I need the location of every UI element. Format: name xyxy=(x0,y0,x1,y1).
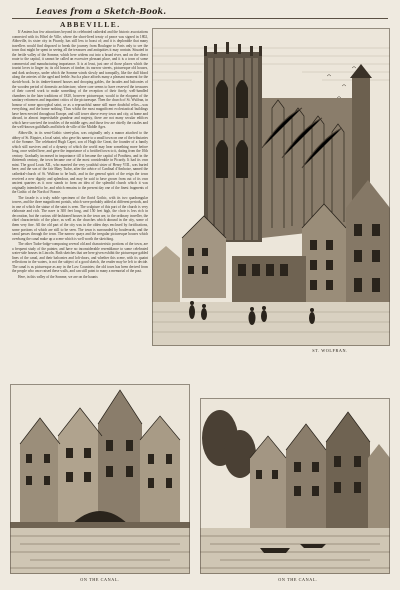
caption-canal-right: ON THE CANAL. xyxy=(278,577,318,582)
page-header xyxy=(12,6,388,19)
caption-canal-left: ON THE CANAL. xyxy=(80,577,120,582)
canal-illustration-left xyxy=(10,384,190,574)
canal-illustration-right xyxy=(200,398,390,574)
article-body xyxy=(12,30,148,346)
article-paragraph: The other Tudor-lodge-composing several old and characteristic portions of the town, are a frequent study of the painter, and have no inconsiderable resemblance to some celebrated water-side houses in Lincoln. Both sketches that are here given exhibit the picturesque gabled lines of the canal, and their balconies and loft-doors, and whether this scene, with its quaint reflections in the waters, is not the subject of a good sketch, the reader may be left to decide. The canal is as picturesque as any in the Low Countries; the old town has been derived from the people who once raised these walls, and can still point to many a memorial of the past. xyxy=(12,242,148,274)
church-tower xyxy=(204,42,262,242)
article-paragraph: If Amiens has few attractions beyond its celebrated cathedral and the historic associations connected with its Hôtel de Ville, where the short-lived treaty of peace was signed in 1802, Abbeville, its sister city in Picardy, has still less to boast of; and it is deplorable that many travellers would find disposed to break the journey from Boulogne to Paris only to see the town that might be spent in seeing all the treasures and antiquities it may contain. Situated in the fertile valley of the Somme, which here widens out into a broad river, and on the direct route to the capital, it cannot be called an excessive pleasant place, and it is a town of some commercial and manufacturing importance. It is at least, just one of those places which the tourist loves to linger in; its old houses of timber, its narrow streets, picturesque old houses, and dark archways, under which the Somme winds slowly and tranquilly, like the dull blood along the arteries of the aged and feeble. Such a place affords many a pleasant moment for the sketch-book. In its timber-framed houses and drooping gables, the facades and balconies of the wooden period of domestic architecture, where care seems to have reserved the treasures of their carved work to make something of the reception of their finely, well-handled chambers in the later traditions of 1820, however picturesque, would to the eloquent of the sanitary reformers and impatient critics of the picturesque. Then the church of St. Wulfran, in honour of some apocryphal saint, or as a reproachful name still more doubtful relics—was everything, and the home nothing. Thus whilst the most magnificent ecclesiastical buildings have been erected throughout Europe, and still tower above every town and city, at home and abroad, in almost imperishable grandeur and majesty, there are not many secular edifices which have survived the troubles of the middle ages; and those few are chiefly the castles and the well-known guildhalls and hôtels de ville of the Middle Ages. xyxy=(12,30,148,130)
church-illustration xyxy=(152,28,390,346)
engraving-canal-left xyxy=(10,384,190,574)
article-paragraph: The facade is a truly noble specimen of the florid Gothic, with its two quadrangular towers, and the three magnificent portals, which were probably added at different periods, and in one of which the statue of the saint is seen. The sculpture of this part of the church is very elaborate and rich. The nave is 300 feet long, and 150 feet high, the choir is less rich in decoration, but the curious old-fashioned houses in the town are, to the ordinary traveller, the chief characteristic of the place, as well as the churches which abound in the city, some of them very fine. All the old part of the city was in the olden days enclosed by fortifications, some portions of which are still to be seen. The town is surrounded by boulevards, and the canal passes through the town. The narrow quays and the irregular picturesque houses which overhang the canal make up a scene which is well worth the sketching. xyxy=(12,195,148,241)
engraving-canal-right xyxy=(200,398,390,574)
article-paragraph: Abbeville, in its semi-Gothic street-plan, was originally only a manor attached to the abbey of St. Riquier, a local saint, who gave his name to a small town on one of the tributaries of the Somme. The celebrated Hugh Capet, son of Hugh the Great, the founder of a family which still survives and of a dynasty of which the world may hear something more before long, once settled here, and gave the importance of a fortified town to it, dating from the 10th century. Gradually increased in importance till it became the capital of Ponthieu, and in the thirteenth century, the town became one of the most considerable in Picardy. It had its own mint. The good Louis XII., who married the very youthful sister of Henry VIII., was buried here; and the son of the fair Mary Tudor, after the advice of Cardinal d'Amboise, named the cathedral-church of St. Wulfran to be built, and in the general spirit of the reign the town received a new dignity and splendour, and may be said to have grown from out of its own ancient quarters as it now stands to form an idea of the splendid church which it was originally intended to be, and which remains to the present day one of the finest fragments of the Gothic of the North of France. xyxy=(12,131,148,195)
article-paragraph: Here, in this valley of the Somme, we are on the haunts xyxy=(18,274,98,279)
engraving-st-wolfran xyxy=(152,28,390,346)
caption-st-wolfran: ST. WOLFRAN. xyxy=(312,348,348,353)
header-title: Leaves from a Sketch-Book. xyxy=(36,6,167,16)
article-title: ABBEVILLE. xyxy=(60,20,121,29)
